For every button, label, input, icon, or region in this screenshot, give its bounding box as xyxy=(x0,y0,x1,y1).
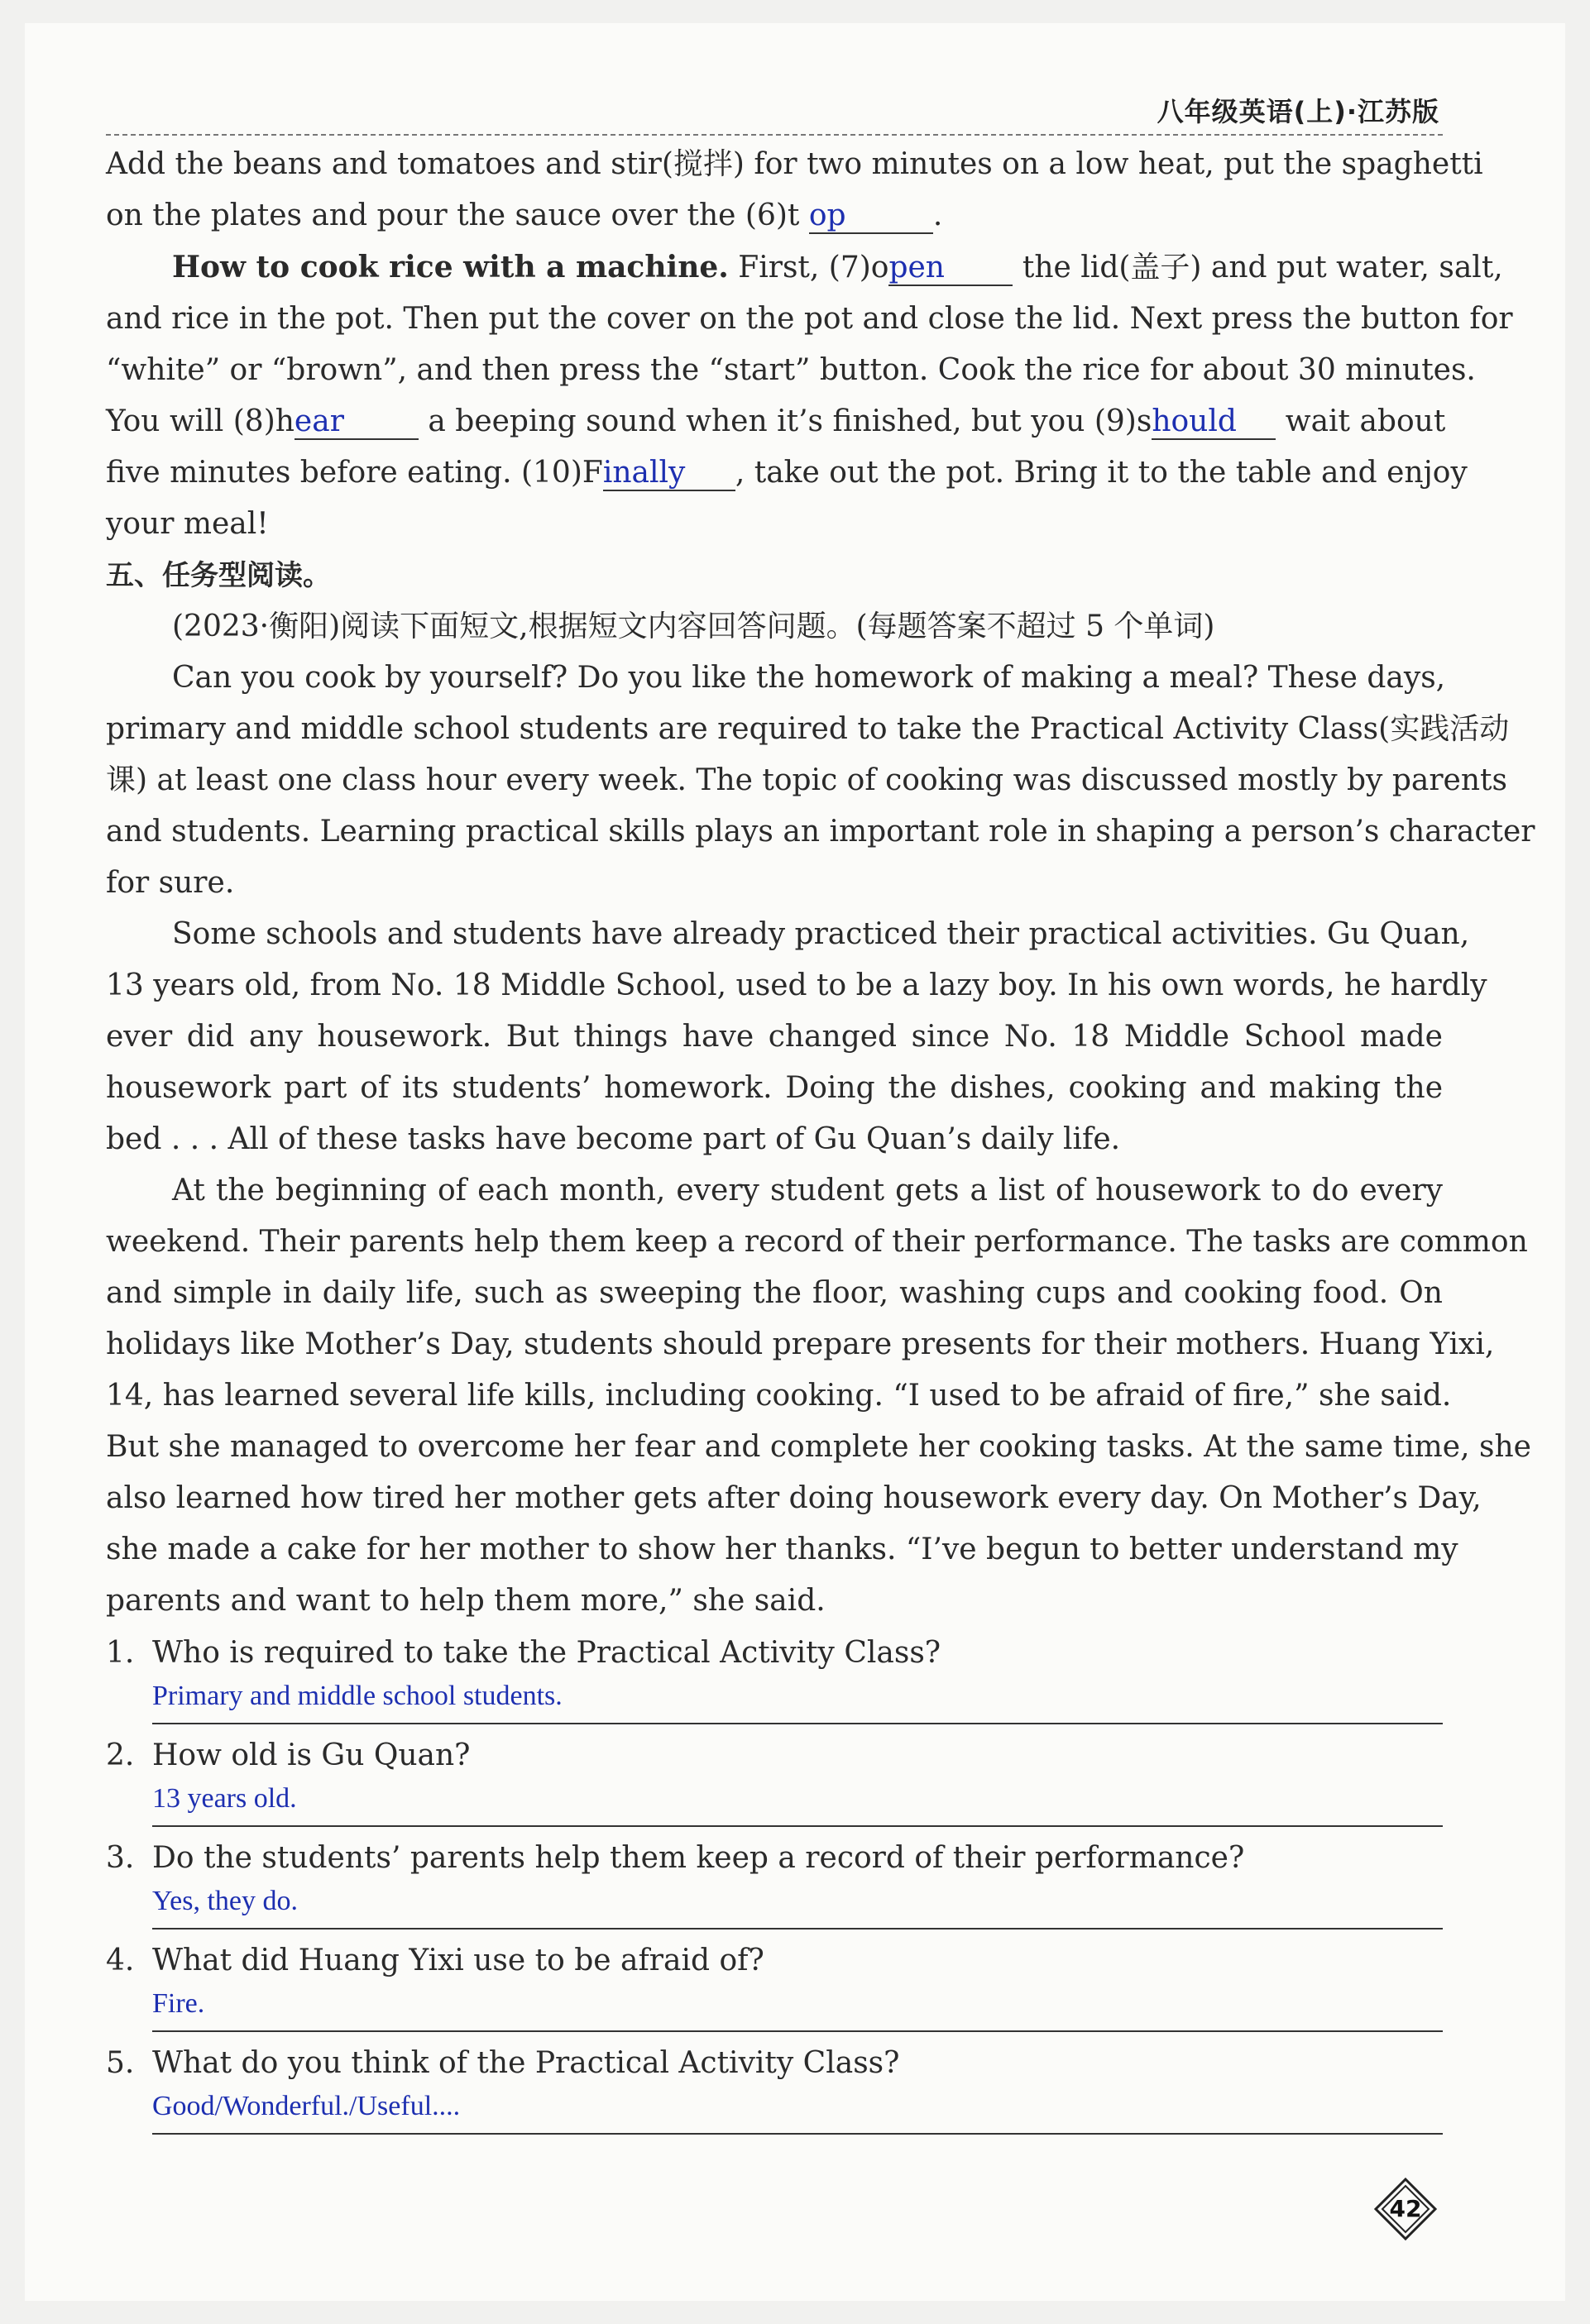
question-text: Do the students’ parents help them keep a record of their performance? xyxy=(152,1841,1245,1875)
passage-line: for sure. xyxy=(106,866,235,900)
cloze-text: five minutes before eating. (10)F xyxy=(106,456,603,490)
cloze-line xyxy=(106,190,1443,241)
page-number-badge xyxy=(1373,2177,1438,2241)
passage-line: But she managed to overcome her fear and complete her cooking tasks. At the same time, she xyxy=(106,1430,1531,1464)
answer-7: pen xyxy=(888,251,945,285)
question-item xyxy=(106,2040,1443,2135)
question-number: 3. xyxy=(106,1841,135,1875)
question-list xyxy=(106,1630,1443,2135)
cloze-line: and rice in the pot. Then put the cover on the pot and close the lid. Next press the button for xyxy=(106,302,1513,336)
passage-line: ever did any housework. But things have changed since No. 18 Middle School made xyxy=(106,1020,1443,1054)
cloze-line xyxy=(106,396,1446,447)
cloze-line: Add the beans and tomatoes and stir(搅拌) for two minutes on a low heat, put the spaghetti xyxy=(106,147,1483,181)
book-title: 八年级英语(上)·江苏版 xyxy=(1157,96,1439,127)
passage-line: also learned how tired her mother gets after doing housework every day. On Mother’s Day, xyxy=(106,1481,1482,1515)
passage-line: bed . . . All of these tasks have become part of Gu Quan’s daily life. xyxy=(106,1122,1121,1156)
passage-line: and simple in daily life, such as sweeping the floor, washing cups and cooking food. On xyxy=(106,1276,1443,1310)
answer-line[interactable]: 13 years old. xyxy=(152,1779,1443,1827)
cloze-passage xyxy=(106,139,1513,550)
answer-line[interactable]: Good/Wonderful./Useful.... xyxy=(152,2087,1443,2135)
answer-blank-10[interactable] xyxy=(603,457,735,491)
section-heading: 五、任务型阅读。 xyxy=(106,559,331,592)
question-number: 2. xyxy=(106,1738,135,1772)
page-content xyxy=(106,139,1535,2143)
cloze-text: , take out the pot. Bring it to the table and enjoy xyxy=(735,456,1468,490)
answer-blank-7[interactable] xyxy=(888,251,1013,286)
cloze-line: your meal! xyxy=(106,507,269,541)
passage-line: she made a cake for her mother to show her thanks. “I’ve begun to better understand my xyxy=(106,1533,1458,1566)
cloze-line xyxy=(106,241,1503,294)
question-item xyxy=(106,1630,1443,1724)
passage-line: Can you cook by yourself? Do you like the homework of making a meal? These days, xyxy=(172,661,1446,695)
question-text: Who is required to take the Practical Activity Class? xyxy=(152,1636,941,1670)
question-text: How old is Gu Quan? xyxy=(152,1738,471,1772)
question-item xyxy=(106,1835,1443,1929)
passage-line: primary and middle school students are required to take the Practical Activity Class(实践活动 xyxy=(106,712,1510,746)
answer-line[interactable]: Primary and middle school students. xyxy=(152,1676,1443,1724)
answer-8: ear xyxy=(294,404,344,438)
answer-blank-9[interactable] xyxy=(1152,405,1276,440)
answer-9: hould xyxy=(1152,404,1237,438)
page-header xyxy=(106,91,1443,136)
passage-line: parents and want to help them more,” she said. xyxy=(106,1584,826,1618)
cloze-text: First, (7)o xyxy=(728,251,889,285)
passage-line: 课) at least one class hour every week. The topic of cooking was discussed mostly by parents xyxy=(106,763,1507,797)
passage-line: and students. Learning practical skills plays an important role in shaping a person’s character xyxy=(106,815,1535,849)
passage-line: housework part of its students’ homework. Doing the dishes, cooking and making the xyxy=(106,1071,1443,1105)
cloze-text: a beeping sound when it’s finished, but you (9)s xyxy=(418,404,1152,438)
cloze-text: the lid(盖子) and put water, salt, xyxy=(1013,251,1503,285)
answer-blank-6[interactable] xyxy=(809,199,933,234)
answer-6: op xyxy=(808,198,846,232)
question-text: What did Huang Yixi use to be afraid of? xyxy=(152,1944,764,1977)
passage-line: weekend. Their parents help them keep a record of their performance. The tasks are common xyxy=(106,1225,1528,1259)
cloze-text: wait about xyxy=(1276,404,1446,438)
cloze-line: “white” or “brown”, and then press the “start” button. Cook the rice for about 30 minutes. xyxy=(106,353,1476,387)
passage-line: 14, has learned several life kills, including cooking. “I used to be afraid of fire,” she said. xyxy=(106,1379,1452,1413)
cloze-text: You will (8)h xyxy=(106,404,295,438)
page-number: 42 xyxy=(1389,2195,1422,2222)
answer-10: inally xyxy=(602,456,686,490)
question-number: 1. xyxy=(106,1636,135,1670)
passage-line: holidays like Mother’s Day, students should prepare presents for their mothers. Huang Yixi, xyxy=(106,1327,1495,1361)
question-number: 4. xyxy=(106,1944,135,1977)
passage-line: Some schools and students have already practiced their practical activities. Gu Quan, xyxy=(172,917,1470,951)
question-item xyxy=(106,1938,1443,2032)
cloze-text: on the plates and pour the sauce over the (6)t xyxy=(106,198,800,232)
reading-passage xyxy=(106,653,1535,1627)
cloze-text: . xyxy=(932,198,943,232)
passage-line: 13 years old, from No. 18 Middle School, used to be a lazy boy. In his own words, he hardly xyxy=(106,968,1487,1002)
section-instruction: (2023·衡阳)阅读下面短文,根据短文内容回答问题。(每题答案不超过 5 个单词) xyxy=(172,610,1215,643)
cloze-subheading: How to cook rice with a machine. xyxy=(172,250,729,285)
answer-line[interactable]: Yes, they do. xyxy=(152,1882,1443,1929)
answer-blank-8[interactable] xyxy=(295,405,419,440)
question-text: What do you think of the Practical Activity Class? xyxy=(152,2046,900,2080)
question-item xyxy=(106,1733,1443,1827)
passage-line: At the beginning of each month, every student gets a list of housework to do every xyxy=(172,1174,1443,1207)
cloze-line xyxy=(106,447,1468,499)
answer-line[interactable]: Fire. xyxy=(152,1984,1443,2032)
question-number: 5. xyxy=(106,2046,135,2080)
